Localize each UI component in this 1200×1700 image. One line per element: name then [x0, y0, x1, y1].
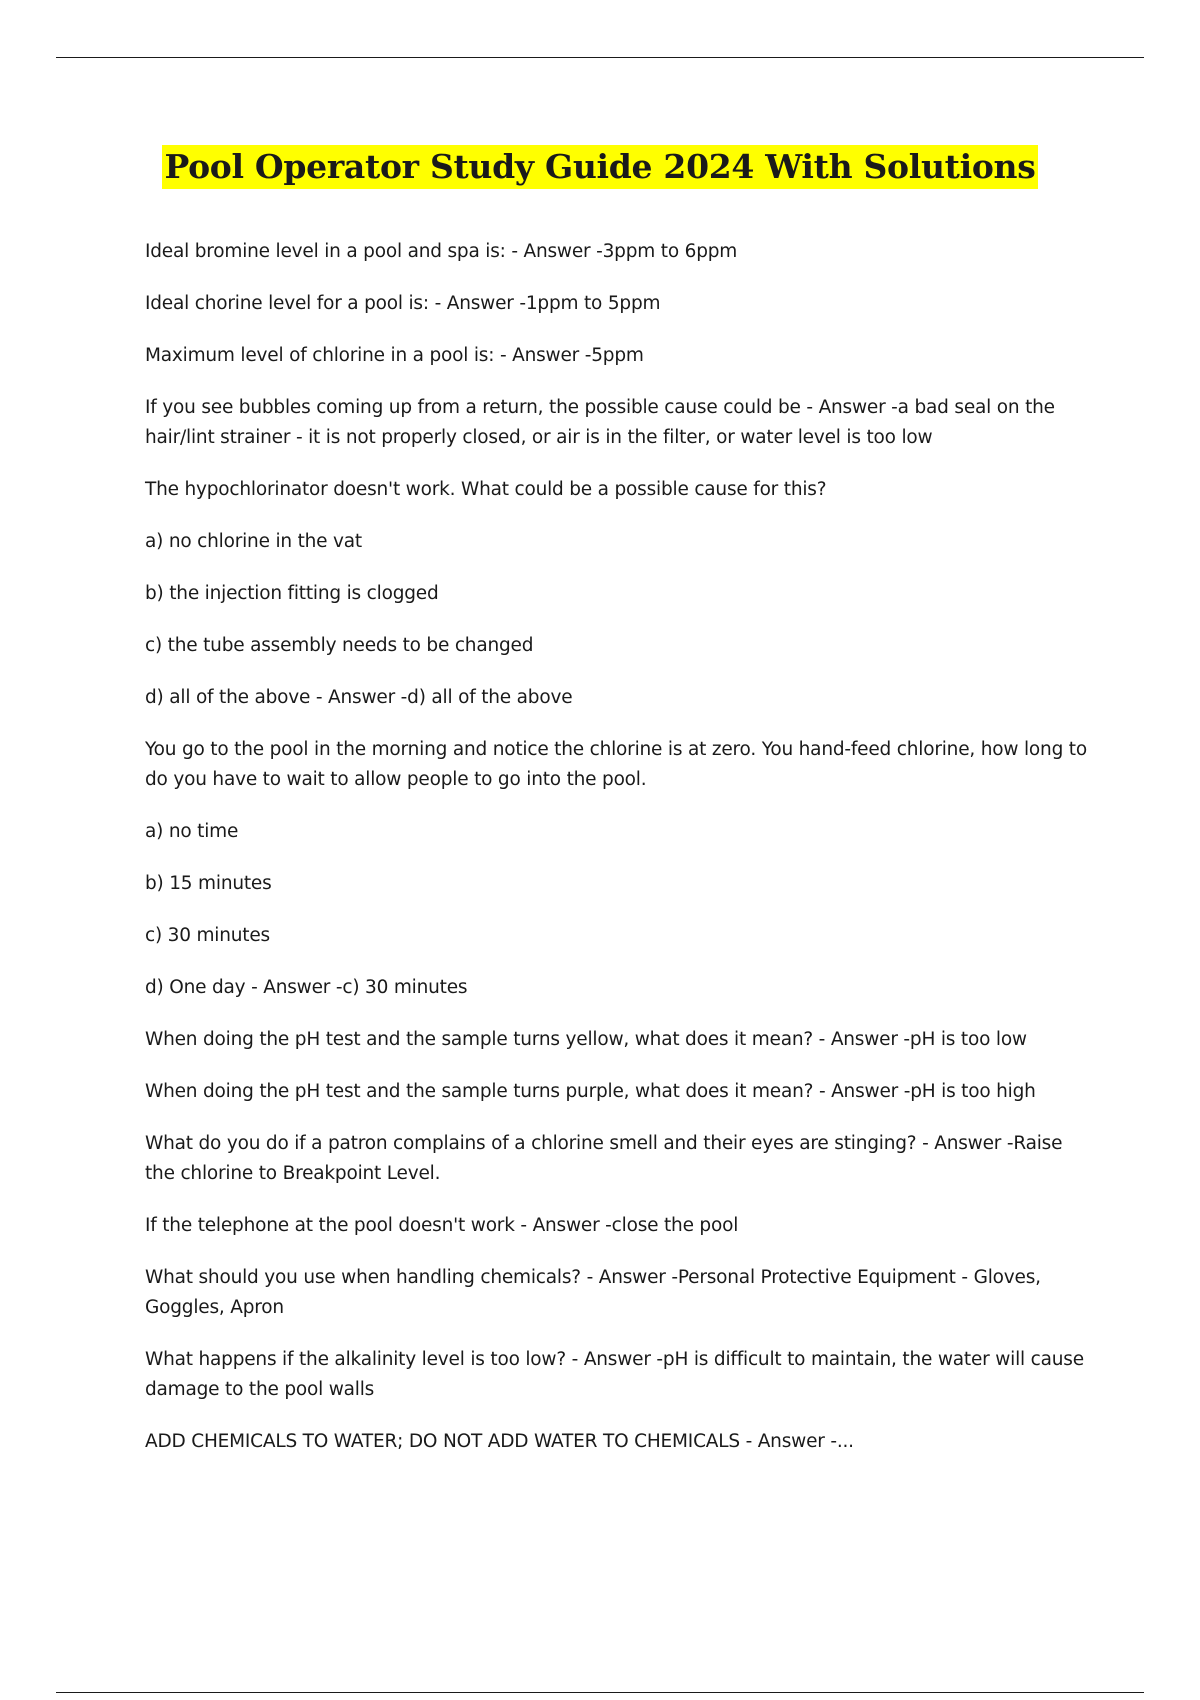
paragraph-bubbles-return: If you see bubbles coming up from a return, the possible cause could be - Answer -a bad seal on the hair/lint strainer - it is not properly closed, or air is in the filter, or water level is too low — [145, 397, 1055, 448]
paragraph-hand-feed-question: You go to the pool in the morning and notice the chlorine is at zero. You hand-feed chlorine, how long to do you have to wait to allow people to go into the pool. — [145, 739, 1087, 790]
paragraph-option-b: b) the injection fitting is clogged — [145, 583, 439, 604]
paragraph-hypochlorinator-question: The hypochlorinator doesn't work. What could be a possible cause for this? — [145, 479, 827, 500]
paragraph-ph-yellow: When doing the pH test and the sample turns yellow, what does it mean? - Answer -pH is too low — [145, 1029, 1027, 1050]
paragraph-option-a: a) no time — [145, 821, 239, 842]
paragraph-option-d: d) all of the above - Answer -d) all of the above — [145, 687, 573, 708]
paragraph-option-a: a) no chlorine in the vat — [145, 531, 362, 552]
paragraph-alkalinity: What happens if the alkalinity level is too low? - Answer -pH is difficult to maintain, the water will cause damage to the pool walls — [145, 1349, 1084, 1400]
paragraph-max-chlorine: Maximum level of chlorine in a pool is: - Answer -5ppm — [145, 345, 644, 366]
paragraph-telephone: If the telephone at the pool doesn't work - Answer -close the pool — [145, 1215, 739, 1236]
paragraph-add-chemicals: ADD CHEMICALS TO WATER; DO NOT ADD WATER TO CHEMICALS - Answer -... — [145, 1431, 854, 1452]
paragraph-option-c: c) 30 minutes — [145, 925, 270, 946]
paragraph-option-d: d) One day - Answer -c) 30 minutes — [145, 977, 468, 998]
document-title: Pool Operator Study Guide 2024 With Solutions — [162, 145, 1037, 189]
document-body — [145, 237, 1095, 1479]
title-container — [0, 145, 1200, 189]
top-divider — [56, 57, 1144, 58]
paragraph-option-b: b) 15 minutes — [145, 873, 272, 894]
bottom-divider — [56, 1692, 1144, 1693]
paragraph-chlorine-smell: What do you do if a patron complains of a chlorine smell and their eyes are stinging? - Answer -Raise the chlorine to Breakpoint Level. — [145, 1133, 1063, 1184]
paragraph-bromine-level: Ideal bromine level in a pool and spa is: - Answer -3ppm to 6ppm — [145, 241, 738, 262]
paragraph-option-c: c) the tube assembly needs to be changed — [145, 635, 534, 656]
paragraph-ph-purple: When doing the pH test and the sample turns purple, what does it mean? - Answer -pH is too high — [145, 1081, 1036, 1102]
paragraph-handling-chemicals: What should you use when handling chemicals? - Answer -Personal Protective Equipment - Gloves, Goggles, Apron — [145, 1267, 1041, 1318]
paragraph-chlorine-level: Ideal chorine level for a pool is: - Answer -1ppm to 5ppm — [145, 293, 661, 314]
